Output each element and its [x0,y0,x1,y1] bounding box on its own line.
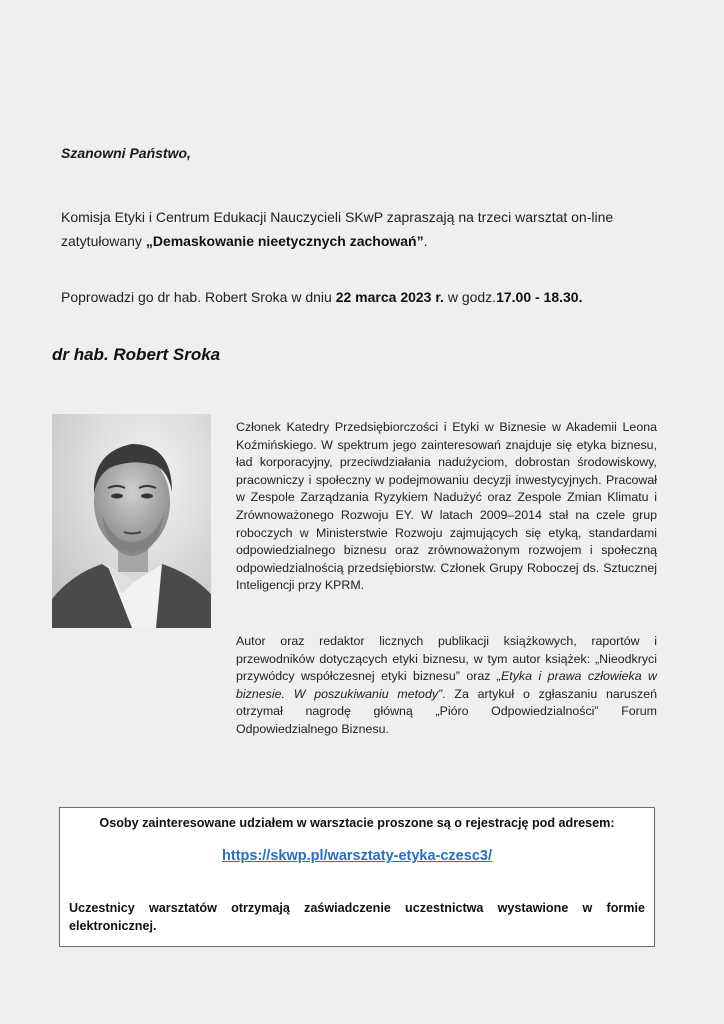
bio-text: Autor oraz redaktor licznych publikacji książkowych, raportów i przewodników dotyczących etyki biznesu, w tym autor książek: „Nieodkryci przywódcy współczesnej etyki biznesu” oraz [236,634,657,684]
speaker-bio-paragraph-2 [236,633,657,739]
book-title: „Etyka i prawa człowieka w biznesie. W poszukiwaniu metody” [236,669,657,701]
bio-text-end: . Za artykuł o zgłaszaniu naruszeń otrzymał nagrodę główną „Pióro Odpowiedzialności” Forum Odpowiedzialnego Biznesu. [236,686,657,736]
registration-heading: Osoby zainteresowane udziałem w warsztacie proszone są o rejestrację pod adresem: [99,816,615,830]
schedule-text: Poprowadzi go dr hab. Robert Sroka w dniu [61,289,336,305]
registration-link[interactable]: https://skwp.pl/warsztaty-etyka-czesc3/ [222,848,492,864]
schedule-text-mid: w godz. [443,289,497,305]
intro-text: Komisja Etyki i Centrum Edukacji Nauczycieli SKwP zapraszają na trzeci warsztat on-line zatytułowany [61,209,614,249]
event-date: 22 marca 2023 r. [335,289,444,305]
intro-paragraph [61,205,661,253]
speaker-bio-paragraph-1: Członek Katedry Przedsiębiorczości i Etyki w Biznesie w Akademii Leona Koźmińskiego. W spektrum jego zainteresowań znajduje się etyka biznesu, ład korporacyjny, przeciwdziałania nadużyciom, dobrostan środowiskowy, pracowniczy i społeczny w podejmowaniu decyzji inwestycyjnych. Pracował w Zespole Zarządzania Ryzykiem Nadużyć oraz Zespole Zmian Klimatu i Zrównoważonego Rozwoju EY. W latach 2009–2014 stał na czele grup roboczych w Ministerstwie Rozwoju zajmujących się etyką, standardami odpowiedzialnego biznesu oraz zrównoważonym rozwojem i społeczną odpowiedzialnością przedsiębiorstw. Członek Grupy Roboczej ds. Sztucznej Inteligencji przy KPRM. [236,420,657,593]
portrait-image [52,414,211,628]
registration-box [59,807,655,947]
certificate-note: Uczestnicy warsztatów otrzymają zaświadczenie uczestnictwa wystawione w formie elektronicznej. [69,901,645,933]
event-time: 17.00 - 18.30. [496,289,583,305]
speaker-name: dr hab. Robert Sroka [52,345,221,364]
speaker-photo [52,414,211,628]
schedule-paragraph [61,285,681,309]
workshop-title: „Demaskowanie nieetycznych zachowań” [145,233,424,249]
greeting: Szanowni Państwo, [61,145,191,161]
intro-end: . [423,233,428,249]
